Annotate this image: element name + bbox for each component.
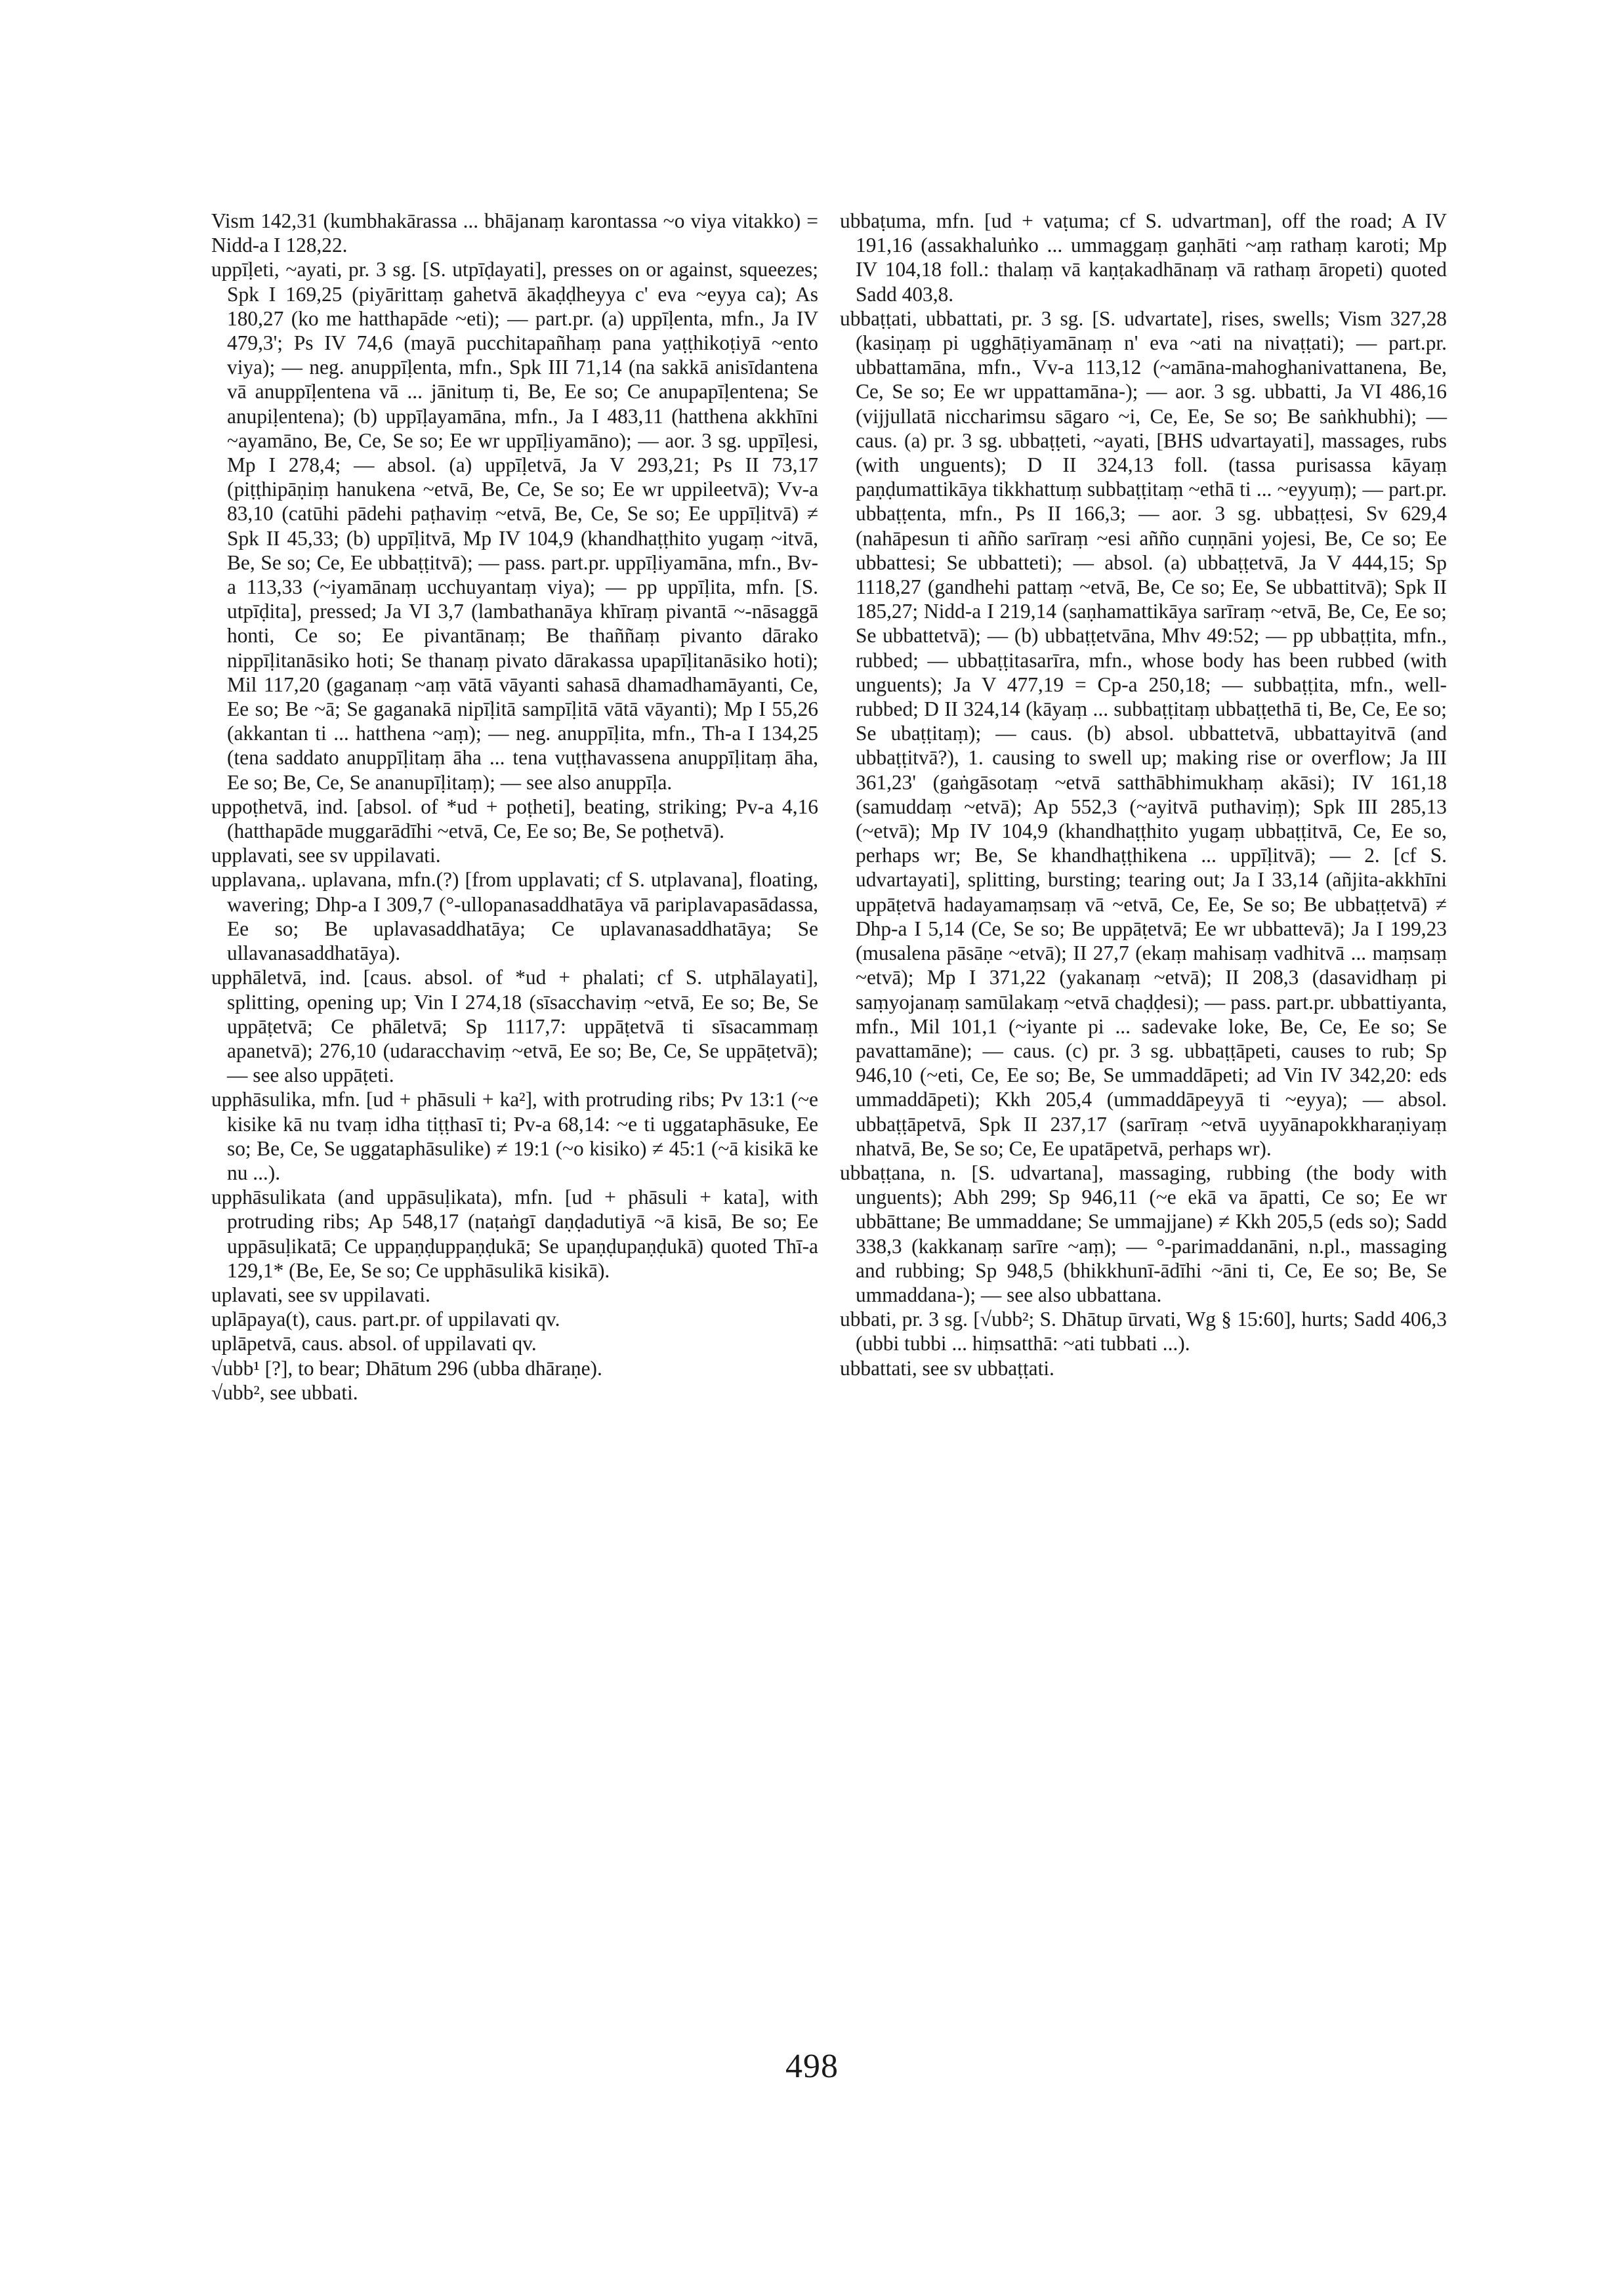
dictionary-entry: uplāpaya(t), caus. part.pr. of uppilavati qv.	[211, 1308, 560, 1331]
dictionary-entry: ubbattati, see sv ubbaṭṭati.	[840, 1356, 1054, 1380]
dictionary-entry: ubbaṭuma, mfn. [ud + vaṭuma; cf S. udvartman], off the road; A IV 191,16 (assakhaluṅko ... ummaggaṃ gaṇhāti ~aṃ rathaṃ karoti; Mp IV 104,18 foll.: thalaṃ vā kaṇṭakadhānaṃ vā rathaṃ āropeti) quoted Sadd 403,8.	[840, 209, 1452, 306]
dictionary-entry: √ubb¹ [?], to bear; Dhātum 296 (ubba dhāraṇe).	[211, 1356, 602, 1380]
dictionary-entry: upphāsulika, mfn. [ud + phāsuli + ka²], with protruding ribs; Pv 13:1 (~e kisike kā nu tvaṃ idha tiṭṭhasī ti; Pv-a 68,14: ~e ti uggataphāsuke, Ee so; Be, Ce, Se uggataphāsulike) ≠ 19:1 (~o kisiko) ≠ 45:1 (~ā kisikā ke nu ...).	[211, 1088, 823, 1184]
page-number: 498	[785, 2048, 839, 2085]
dictionary-entry: uppoṭhetvā, ind. [absol. of *ud + poṭheti], beating, striking; Pv-a 4,16 (hatthapāde muggarādīhi ~etvā, Ce, Ee so; Be, Se poṭhetvā).	[211, 795, 823, 843]
dictionary-entry: uplāpetvā, caus. absol. of uppilavati qv.	[211, 1332, 537, 1355]
dictionary-entry: ubbati, pr. 3 sg. [√ubb²; S. Dhātup ūrvati, Wg § 15:60], hurts; Sadd 406,3 (ubbi tubbi ... hiṃsatthā: ~ati tubbati ...).	[840, 1308, 1452, 1355]
dictionary-entry: uppīḷeti, ~ayati, pr. 3 sg. [S. utpīḍayati], presses on or against, squeezes; Spk I 169,25 (piyārittaṃ gahetvā ākaḍḍheyya c' eva ~eyya ca); As 180,27 (ko me hatthapāde ~eti); — part.pr. (a) uppīḷenta, mfn., Ja IV 479,3'; Ps IV 74,6 (mayā pucchitapañhaṃ pana yaṭṭhikoṭiyā ~ento viya); — neg. anuppīḷenta, mfn., Spk III 71,14 (na sakkā anisīdantena vā anuppīḷentena vā ... jānituṃ ti, Be, Ee so; Ce anupapīḷentena; Se anupiḷentena); (b) uppīḷayamāna, mfn., Ja I 483,11 (hatthena akkhīni ~ayamāno, Be, Ce, Se so; Ee wr uppīḷiyamāno); — aor. 3 sg. uppīḷesi, Mp I 278,4; — absol. (a) uppīḷetvā, Ja V 293,21; Ps II 73,17 (piṭṭhipāṇiṃ hanukena ~etvā, Be, Ce, Se so; Ee wr uppileetvā); Vv-a 83,10 (catūhi pādehi paṭhaviṃ ~etvā, Be, Ce, Se so; Ee uppīḷitvā) ≠ Spk II 45,33; (b) uppīḷitvā, Mp IV 104,9 (khandhaṭṭhito yugaṃ ~itvā, Be, Se so; Ce, Ee ubbaṭṭitvā); — pass. part.pr. uppīḷiyamāna, mfn., Bv-a 113,33 (~iyamānaṃ ucchuyantaṃ viya); — pp uppīḷita, mfn. [S. utpīḍita], pressed; Ja VI 3,7 (lambathanāya khīraṃ pivantā ~-nāsaggā honti, Ce so; Ee pivantānaṃ; Be thaññaṃ pivanto dārako nippīḷitanāsiko hoti; Se thanaṃ pivato dārakassa upapīḷitanāsiko hoti); Mil 117,20 (gaganaṃ ~aṃ vātā vāyanti sahasā dhamadhamāyanti, Ce, Ee so; Be ~ā; Se gaganakā nipīḷitā sampīḷitā vātā vāyanti); Mp I 55,26 (akkantan ti ... hatthena ~aṃ); — neg. anuppīḷita, mfn., Th-a I 134,25 (tena saddato anuppīḷitaṃ āha ... tena vuṭṭhavassena anuppīḷitaṃ āha, Ee so; Be, Ce, Se ananupīḷitaṃ); — see also anuppīḷa.	[211, 258, 823, 794]
dictionary-entry: upplavana,. uplavana, mfn.(?) [from upplavati; cf S. utplavana], floating, wavering; Dhp-a I 309,7 (°-ullopanasaddhatāya vā pariplavapasādassa, Ee so; Be uplavasaddhatāya; Ce uplavanasaddhatāya; Se ullavanasaddhatāya).	[211, 868, 823, 965]
dictionary-entry: ubbaṭṭati, ubbattati, pr. 3 sg. [S. udvartate], rises, swells; Vism 327,28 (kasiṇaṃ pi ugghāṭiyamānaṃ n' eva ~ati na nivaṭṭati); — part.pr. ubbattamāna, mfn., Vv-a 113,12 (~amāna-mahoghanivattanena, Be, Ce, Se so; Ee wr uppattamāna-); — aor. 3 sg. ubbatti, Ja VI 486,16 (vijjullatā niccharimsu sāgaro ~i, Ce, Ee, Se so; Be saṅkhubhi); — caus. (a) pr. 3 sg. ubbaṭṭeti, ~ayati, [BHS udvartayati], massages, rubs (with unguents); D II 324,13 foll. (tassa purisassa kāyaṃ paṇḍumattikāya tikkhattuṃ subbaṭṭitaṃ ~ethā ti ... ~eyyuṃ); — part.pr. ubbaṭṭenta, mfn., Ps II 166,3; — aor. 3 sg. ubbaṭṭesi, Sv 629,4 (nahāpesun ti añño sarīraṃ ~esi añño cuṇṇāni yojesi, Be, Ce so; Ee ubbattesi; Se ubbatteti); — absol. (a) ubbaṭṭetvā, Ja V 444,15; Sp 1118,27 (gandhehi pattaṃ ~etvā, Be, Ce so; Ee, Se ubbattitvā); Spk II 185,27; Nidd-a I 219,14 (saṇhamattikāya sarīraṃ ~etvā, Be, Ce, Ee so; Se ubbattetvā); — (b) ubbaṭṭetvāna, Mhv 49:52; — pp ubbaṭṭita, mfn., rubbed; — ubbaṭṭitasarīra, mfn., whose body has been rubbed (with unguents); Ja V 477,19 = Cp-a 250,18; — subbaṭṭita, mfn., well-rubbed; D II 324,14 (kāyaṃ ... subbaṭṭitaṃ ubbaṭṭethā ti, Be, Ce, Ee so; Se ubaṭṭitaṃ); — caus. (b) absol. ubbattetvā, ubbattayitvā (and ubbaṭṭitvā?), 1. causing to swell up; making rise or overflow; Ja III 361,23' (gaṅgāsotaṃ ~etvā satthābhimukhaṃ akāsi); IV 161,18 (samuddaṃ ~etvā); Ap 552,3 (~ayitvā puthaviṃ); Spk III 285,13 (~etvā); Mp IV 104,9 (khandhaṭṭhito yugaṃ ubbaṭṭitvā, Ce, Ee so, perhaps wr; Be, Se khandhaṭṭhikena ... uppīḷitvā); — 2. [cf S. udvartayati], splitting, bursting; tearing out; Ja I 33,14 (añjita-akkhīni uppāṭetvā hadayamaṃsaṃ vā ~etvā, Ce, Ee, Se so; Be ubbaṭṭetvā) ≠ Dhp-a I 5,14 (Ce, Se so; Be uppāṭetvā; Ee wr ubbattevā); Ja I 199,23 (musalena pāsāṇe ~etvā); II 27,7 (ekaṃ mahisaṃ vadhitvā ... maṃsaṃ ~etvā); Mp I 371,22 (yakanaṃ ~etvā); II 208,3 (dasavidhaṃ pi saṃyojanaṃ samūlakaṃ ~etvā chaḍḍesi); — pass. part.pr. ubbattiyanta, mfn., Mil 101,1 (~iyante pi ... sadevake loke, Be, Ce, Ee so; Se pavattamāne); — caus. (c) pr. 3 sg. ubbaṭṭāpeti, causes to rub; Sp 946,10 (~eti, Ce, Ee so; Be, Se ummaddāpeti; ad Vin IV 342,20: eds ummaddāpeti); Kkh 205,4 (ummaddāpeyyā ti ~eyya); — absol. ubbaṭṭāpetvā, Spk II 237,17 (sarīraṃ ~etvā uyyānapokkharaṇiyaṃ nhatvā, Be, Se so; Ce, Ee upatāpetvā, perhaps wr).	[840, 306, 1452, 1160]
dictionary-entry: uplavati, see sv uppilavati.	[211, 1283, 430, 1306]
dictionary-entry: upphāsulikata (and uppāsuḷikata), mfn. [ud + phāsuli + kata], with protruding ribs; Ap 548,17 (naṭaṅgī daṇḍadutiyā ~ā kisā, Be so; Ee uppāsuḷikatā; Ce uppaṇḍuppaṇḍukā; Se upaṇḍupaṇḍukā) quoted Thī-a 129,1* (Be, Ee, Se so; Ce upphāsulikā kisikā).	[211, 1186, 823, 1282]
dictionary-entry: Vism 142,31 (kumbhakārassa ... bhājanaṃ karontassa ~o viya vitakko) = Nidd-a I 128,22.	[211, 209, 823, 257]
right-column	[840, 209, 1452, 1380]
dictionary-entry: upphāletvā, ind. [caus. absol. of *ud + phalati; cf S. utphālayati], splitting, opening up; Vin I 274,18 (sīsacchaviṃ ~etvā, Ee so; Be, Se uppāṭetvā; Ce phāletvā; Sp 1117,7: uppāṭetvā ti sīsacammaṃ apanetvā); 276,10 (udaracchaviṃ ~etvā, Ee so; Be, Ce, Se uppāṭetvā); — see also uppāṭeti.	[211, 966, 823, 1087]
dictionary-entry: ubbaṭṭana, n. [S. udvartana], massaging, rubbing (the body with unguents); Abh 299; Sp 946,11 (~e ekā va āpatti, Ce so; Ee wr ubbāttane; Be ummaddane; Se ummajjane) ≠ Kkh 205,5 (eds so); Sadd 338,3 (kakkanaṃ sarīre ~aṃ); — °-parimaddanāni, n.pl., massaging and rubbing; Sp 948,5 (bhikkhunī-ādīhi ~āni ti, Ce, Ee so; Be, Se ummaddana-); — see also ubbattana.	[840, 1161, 1452, 1306]
dictionary-entry: √ubb², see ubbati.	[211, 1380, 358, 1404]
dictionary-entry: upplavati, see sv uppilavati.	[211, 844, 441, 867]
left-column	[211, 209, 823, 1405]
